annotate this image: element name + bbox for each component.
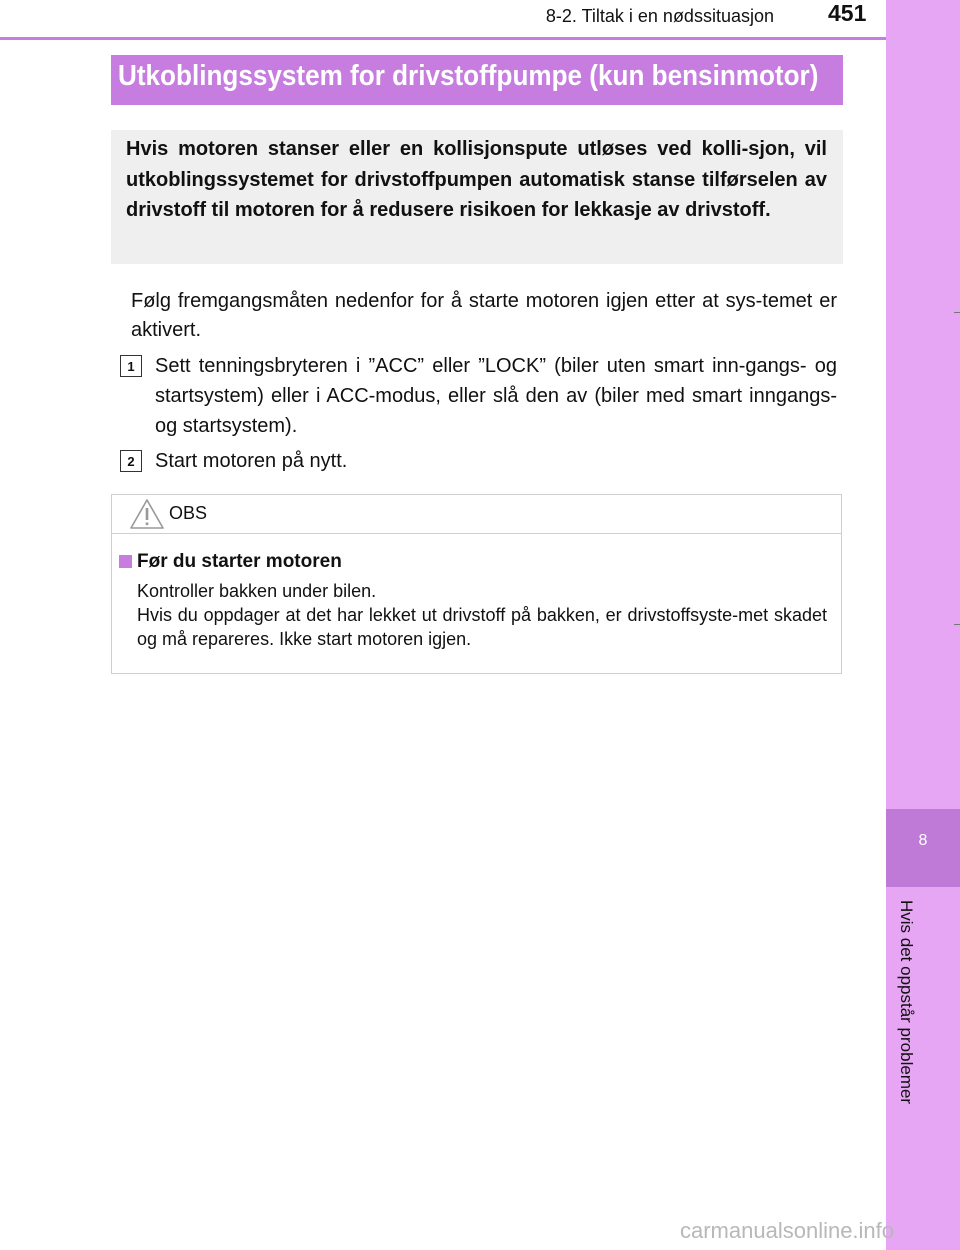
chapter-title: Hvis det oppstår problemer <box>897 900 916 1105</box>
step-number-1: 1 <box>120 355 142 377</box>
section-title: 8-2. Tiltak i en nødssituasjon <box>545 6 774 26</box>
bullet-square-icon <box>119 555 132 568</box>
page-number: 451 <box>828 0 867 26</box>
step-text-1: Sett tenningsbryteren i ”ACC” eller ”LOCK” (biler uten smart inn-gangs- og startsystem) eller i ACC-modus, eller slå den av (biler med smart inngangs- og startsystem). <box>155 355 837 437</box>
header-rule <box>0 37 886 40</box>
step-text-2: Start motoren på nytt. <box>155 450 348 472</box>
obs-line-2: Hvis du oppdager at det har lekket ut drivstoff på bakken, er drivstoffsyste-met skadet og må repareres. Ikke start motoren igjen. <box>137 605 827 649</box>
obs-divider <box>112 533 842 534</box>
step-number-2: 2 <box>120 450 142 472</box>
watermark: carmanualsonline.info <box>680 1218 895 1243</box>
obs-heading: Før du starter motoren <box>137 551 342 572</box>
chapter-number: 8 <box>918 832 928 849</box>
instruction-paragraph: Følg fremgangsmåten nedenfor for å starte motoren igjen etter at sys-temet er aktivert. <box>131 290 837 341</box>
section-heading: Utkoblingssystem for drivstoffpumpe (kun bensinmotor) <box>118 60 819 92</box>
edge-tick <box>954 312 960 313</box>
obs-line-1: Kontroller bakken under bilen. <box>137 581 377 601</box>
warning-triangle-icon <box>129 498 165 530</box>
edge-tick <box>954 624 960 625</box>
intro-text: Hvis motoren stanser eller en kollisjonspute utløses ved kolli-sjon, vil utkoblingssystemet for drivstoffpumpen automatisk stanse tilførselen av drivstoff til motoren for å redusere risikoen for lekkasje av drivstoff. <box>126 138 827 221</box>
obs-label: OBS <box>169 503 208 523</box>
